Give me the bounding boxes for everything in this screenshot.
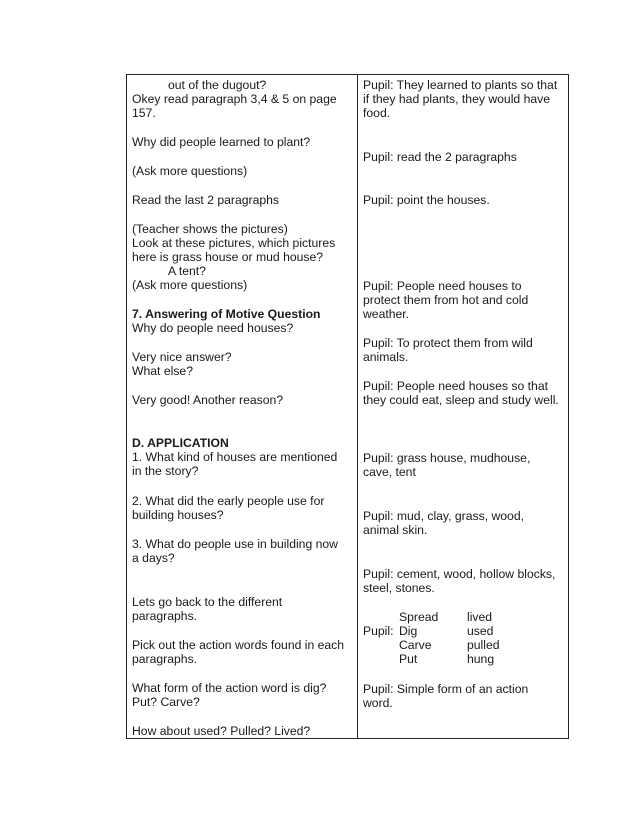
teacher-line: in the story? [132, 464, 199, 478]
teacher-line: A tent? [168, 264, 206, 278]
teacher-line: Look at these pictures, which pictures [132, 236, 336, 250]
pupil-line: they could eat, sleep and study well. [363, 393, 559, 407]
pupil-line: Pupil: read the 2 paragraphs [363, 150, 517, 164]
pupil-line: Pupil: People need houses so that [363, 379, 548, 393]
section-heading: D. APPLICATION [132, 436, 229, 450]
teacher-line: Put? Carve? [132, 695, 200, 709]
pupil-line: Pupil: cement, wood, hollow blocks, [363, 567, 556, 581]
teacher-line: Read the last 2 paragraphs [132, 193, 280, 207]
teacher-line: 3. What do people use in building now [132, 537, 338, 551]
teacher-line: Very good! Another reason? [132, 393, 284, 407]
pupil-line: Pupil: Simple form of an action [363, 682, 529, 696]
verb-past: lived [467, 610, 493, 624]
teacher-line: Lets go back to the different [132, 595, 283, 609]
verb-present: Carve [399, 638, 432, 652]
pupil-line: animals. [363, 350, 409, 364]
teacher-line: (Teacher shows the pictures) [132, 222, 288, 236]
teacher-line: What form of the action word is dig? [132, 681, 327, 695]
teacher-line: paragraphs. [132, 652, 198, 666]
pupil-line: protect them from hot and cold [363, 293, 529, 307]
teacher-line: 2. What did the early people use for [132, 494, 325, 508]
pupil-label: Pupil: [363, 624, 394, 638]
pupil-line: if they had plants, they would have [363, 92, 550, 106]
teacher-line: Pick out the action words found in each [132, 638, 345, 652]
pupil-line: cave, tent [363, 465, 416, 479]
pupil-line: weather. [363, 307, 410, 321]
teacher-line: How about used? Pulled? Lived? [132, 724, 311, 738]
column-divider [357, 75, 358, 738]
verb-past: hung [467, 652, 495, 666]
teacher-line: Very nice answer? [132, 350, 232, 364]
teacher-line: (Ask more questions) [132, 164, 248, 178]
verb-present: Put [399, 652, 418, 666]
pupil-line: Pupil: To protect them from wild [363, 336, 533, 350]
pupil-line: Pupil: grass house, mudhouse, [363, 451, 531, 465]
teacher-line: What else? [132, 364, 193, 378]
teacher-line: paragraphs. [132, 609, 198, 623]
teacher-line: out of the dugout? [168, 78, 267, 92]
teacher-line: Why do people need houses? [132, 321, 294, 335]
verb-present: Dig [399, 624, 418, 638]
teacher-line: Okey read paragraph 3,4 & 5 on page [132, 92, 337, 106]
teacher-line: here is grass house or mud house? [132, 250, 324, 264]
pupil-line: animal skin. [363, 523, 428, 537]
teacher-line: (Ask more questions) [132, 278, 248, 292]
teacher-line: 1. What kind of houses are mentioned [132, 450, 338, 464]
teacher-line: 157. [132, 106, 156, 120]
pupil-line: Pupil: They learned to plants so that [363, 78, 558, 92]
verb-present: Spread [399, 610, 439, 624]
lesson-table [126, 74, 569, 739]
pupil-line: food. [363, 106, 391, 120]
pupil-line: Pupil: point the houses. [363, 193, 490, 207]
pupil-line: Pupil: mud, clay, grass, wood, [363, 509, 524, 523]
section-heading: 7. Answering of Motive Question [132, 307, 321, 321]
verb-past: pulled [467, 638, 500, 652]
pupil-line: steel, stones. [363, 581, 435, 595]
verb-past: used [467, 624, 494, 638]
teacher-line: Why did people learned to plant? [132, 135, 311, 149]
teacher-line: building houses? [132, 508, 224, 522]
teacher-line: a days? [132, 551, 175, 565]
pupil-line: word. [363, 696, 393, 710]
pupil-line: Pupil: People need houses to [363, 279, 522, 293]
